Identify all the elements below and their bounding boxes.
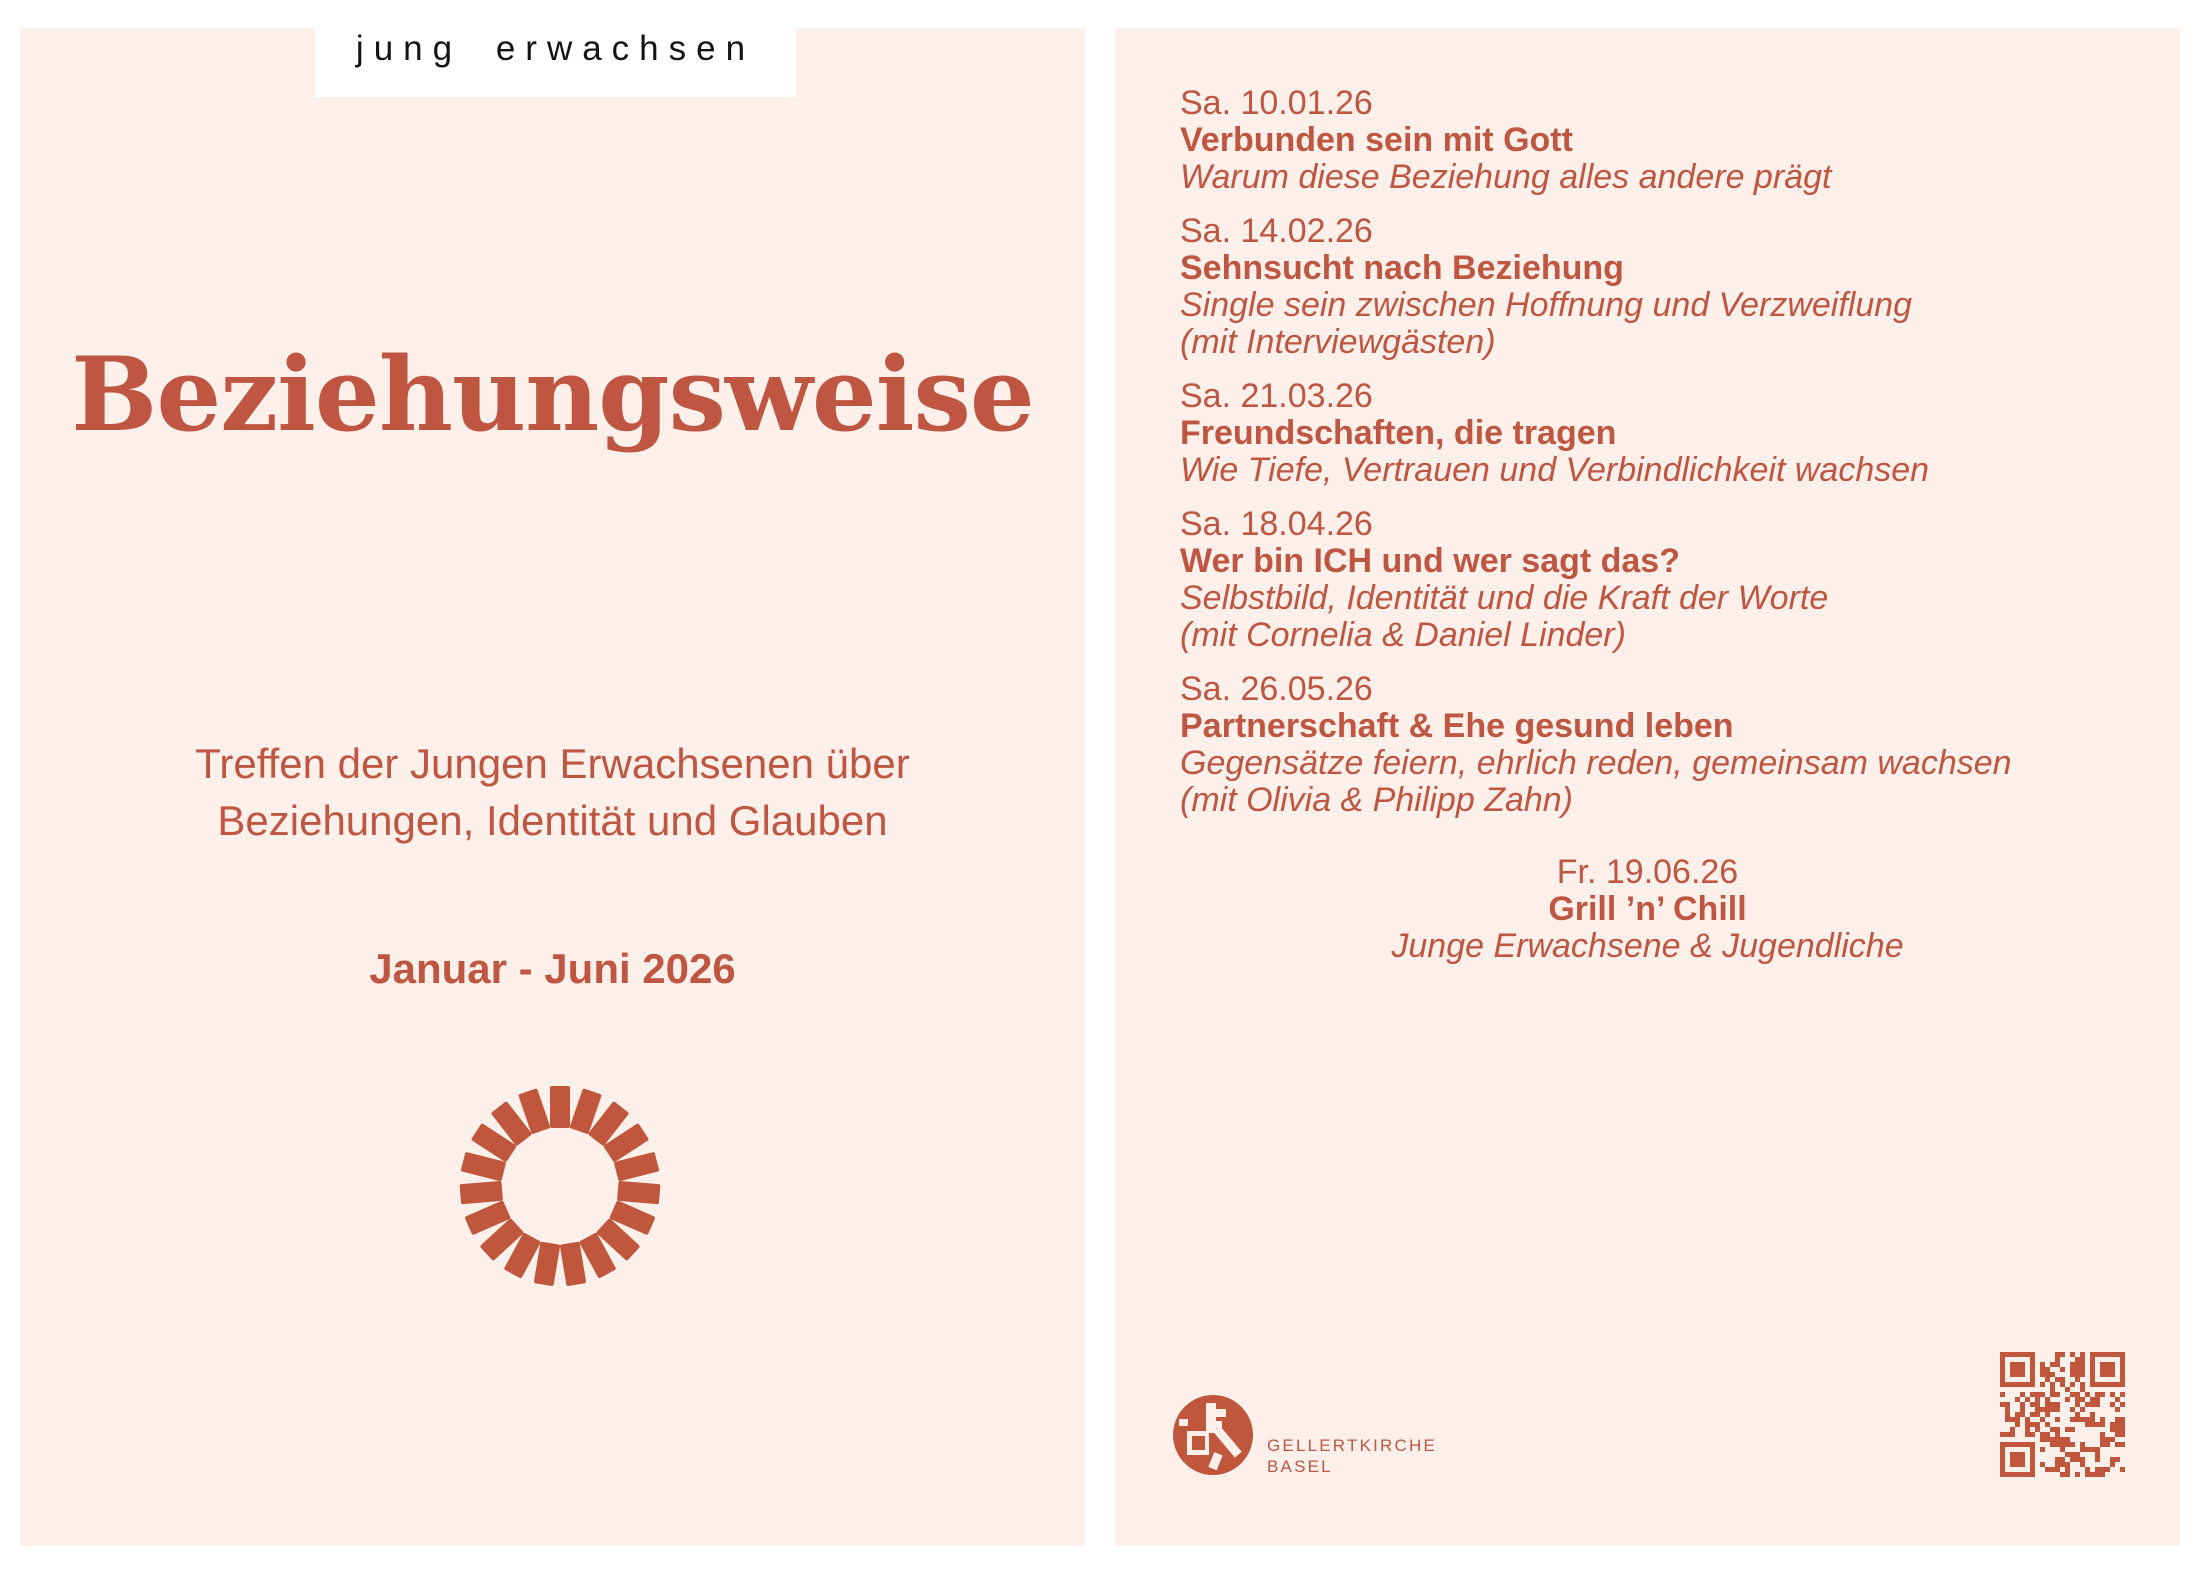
events-list xyxy=(1115,85,2180,982)
event-date: Sa. 21.03.26 xyxy=(1180,377,1373,415)
event-item xyxy=(1115,671,2180,819)
event-description: Warum diese Beziehung alles andere prägt xyxy=(1180,158,1832,196)
event-item xyxy=(1115,213,2180,361)
subtitle-line-2: Beziehungen, Identität und Glauben xyxy=(217,797,888,844)
subtitle xyxy=(20,735,1085,849)
event-title: Freundschaften, die tragen xyxy=(1180,414,1617,452)
event-date: Sa. 14.02.26 xyxy=(1180,212,1373,250)
page-title: Beziehungsweise xyxy=(71,335,1034,455)
event-descriptions xyxy=(1180,287,2150,361)
event-descriptions xyxy=(1180,745,2150,819)
event-descriptions xyxy=(1180,580,2150,654)
subtitle-line-1: Treffen der Jungen Erwachsenen über xyxy=(195,740,910,787)
church-name-line-2: BASEL xyxy=(1267,1457,1333,1476)
event-item xyxy=(1115,854,2180,965)
event-descriptions xyxy=(1115,928,2180,965)
qr-code-icon xyxy=(2000,1352,2125,1477)
event-description: Wie Tiefe, Vertrauen und Verbindlichkeit wachsen xyxy=(1180,451,1930,489)
event-item xyxy=(1115,506,2180,654)
event-description: Selbstbild, Identität und die Kraft der Worte xyxy=(1180,579,1829,617)
sunburst-ring-icon xyxy=(455,1081,665,1291)
event-description: Junge Erwachsene & Jugendliche xyxy=(1391,927,1904,965)
event-title: Grill ’n’ Chill xyxy=(1548,890,1747,928)
church-name-line-1: GELLERTKIRCHE xyxy=(1267,1436,1437,1455)
event-title: Verbunden sein mit Gott xyxy=(1180,121,1573,159)
event-description: Single sein zwischen Hoffnung und Verzweiflung xyxy=(1180,286,1913,324)
event-title: Partnerschaft & Ehe gesund leben xyxy=(1180,707,1734,745)
church-name xyxy=(1267,1435,1437,1477)
event-descriptions xyxy=(1180,159,2150,196)
date-range: Januar - Juni 2026 xyxy=(369,945,736,992)
event-description: (mit Olivia & Philipp Zahn) xyxy=(1180,781,1574,819)
right-panel xyxy=(1115,28,2180,1546)
event-description: (mit Interviewgästen) xyxy=(1180,323,1496,361)
event-item xyxy=(1115,378,2180,489)
brand-label: jung erwachsen xyxy=(315,0,796,97)
event-description: (mit Cornelia & Daniel Linder) xyxy=(1180,616,1626,654)
event-item xyxy=(1115,85,2180,196)
event-date: Sa. 26.05.26 xyxy=(1180,670,1373,708)
event-date: Sa. 18.04.26 xyxy=(1180,505,1373,543)
event-title: Wer bin ICH und wer sagt das? xyxy=(1180,542,1680,580)
footer-logo xyxy=(1173,1395,1437,1475)
left-panel xyxy=(20,28,1085,1546)
event-descriptions xyxy=(1180,452,2150,489)
gellertkirche-logo-icon xyxy=(1173,1395,1253,1475)
event-date: Sa. 10.01.26 xyxy=(1180,84,1373,122)
event-title: Sehnsucht nach Beziehung xyxy=(1180,249,1624,287)
event-description: Gegensätze feiern, ehrlich reden, gemeinsam wachsen xyxy=(1180,744,2012,782)
event-date: Fr. 19.06.26 xyxy=(1556,853,1739,891)
